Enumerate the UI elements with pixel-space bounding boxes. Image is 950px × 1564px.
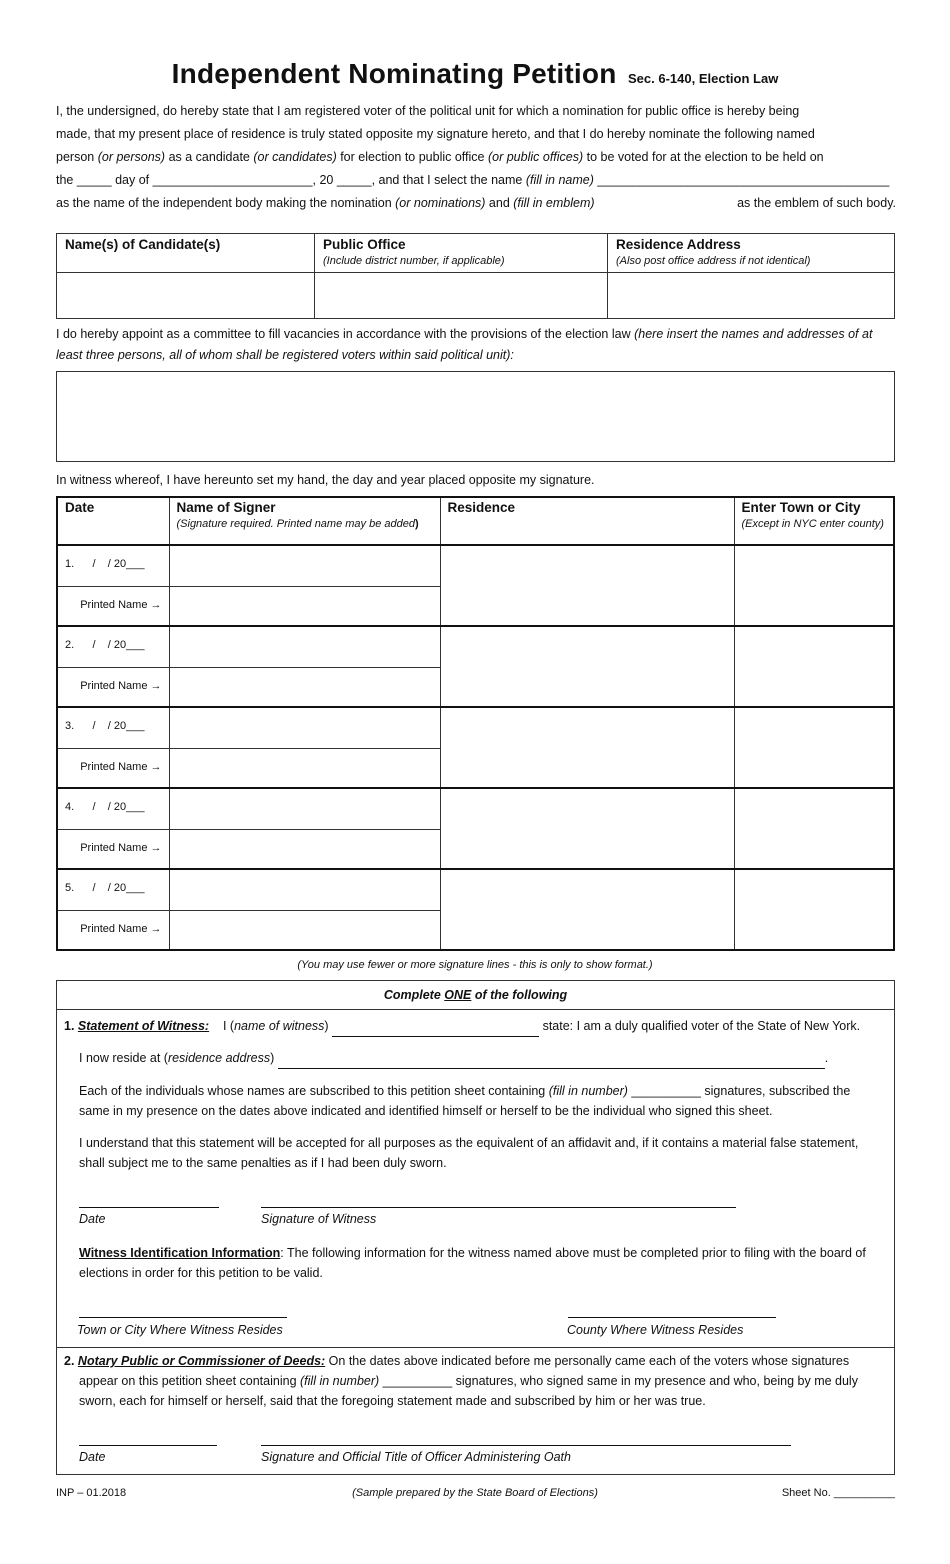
- residence-header: Residence: [440, 497, 734, 545]
- candidate-name-field[interactable]: [57, 273, 315, 319]
- intro-line-2: made, that my present place of residence is truly stated opposite my signature hereto, and that I do hereby nominate the following named: [56, 127, 815, 141]
- statute-reference: Sec. 6-140, Election Law: [628, 71, 779, 86]
- witness-town-line[interactable]: [79, 1317, 287, 1318]
- town-field-1[interactable]: [734, 545, 894, 626]
- signer-date-1[interactable]: 1. / / 20___: [57, 545, 169, 586]
- intro-line-1: I, the undersigned, do hereby state that I am registered voter of the political unit for which a nomination for public office is hereby being: [56, 104, 800, 118]
- residence-field-1[interactable]: [440, 545, 734, 626]
- committee-field[interactable]: [56, 371, 895, 462]
- witness-each-paragraph: Each of the individuals whose names are subscribed to this petition sheet containing (fill in number) __________ signatures, subscribed the same in my presence on the dates above indicated and identified himself or herself to be the individual who signed this sheet.: [79, 1084, 851, 1118]
- committee-paragraph: I do hereby appoint as a committee to fill vacancies in accordance with the provisions of the election law (here insert the names and addresses of at least three persons, all of whom shall be registered voters within said political unit):: [56, 327, 873, 362]
- printed-name-field-1[interactable]: [169, 586, 440, 626]
- signer-date-4[interactable]: 4. / / 20___: [57, 788, 169, 829]
- residence-field-4[interactable]: [440, 788, 734, 869]
- signer-date-2[interactable]: 2. / / 20___: [57, 626, 169, 667]
- form-title: Independent Nominating Petition: [171, 58, 617, 89]
- town-field-4[interactable]: [734, 788, 894, 869]
- prepared-by-note: (Sample prepared by the State Board of Elections): [352, 1487, 598, 1499]
- witness-county-caption: County Where Witness Resides: [567, 1323, 744, 1337]
- intro-line-4[interactable]: the _____ day of _______________________, 20 _____, and that I select the name (fill in name) __________________________________________: [56, 173, 890, 187]
- witness-name-field[interactable]: [332, 1016, 539, 1037]
- printed-name-label-1: Printed Name →: [57, 586, 169, 626]
- notary-signature-caption: Signature and Official Title of Officer Administering Oath: [261, 1450, 571, 1464]
- date-header: Date: [57, 497, 169, 545]
- candidate-name-header: Name(s) of Candidate(s): [57, 234, 315, 273]
- town-field-5[interactable]: [734, 869, 894, 950]
- witness-county-line[interactable]: [568, 1317, 776, 1318]
- complete-one-heading: Complete ONE of the following: [57, 981, 894, 1010]
- printed-name-label-2: Printed Name →: [57, 667, 169, 707]
- witness-whereof: In witness whereof, I have hereunto set my hand, the day and year placed opposite my signature.: [56, 473, 595, 487]
- witness-date-caption: Date: [79, 1212, 106, 1226]
- signature-field-3[interactable]: [169, 707, 440, 748]
- signature-field-1[interactable]: [169, 545, 440, 586]
- witness-residence-line: I now reside at (residence address) .: [79, 1048, 884, 1069]
- witness-statement-line: 1. Statement of Witness: I (name of witness) state: I am a duly qualified voter of the State of New York.: [64, 1016, 869, 1037]
- sheet-number[interactable]: Sheet No. __________: [781, 1487, 895, 1499]
- town-header: Enter Town or City (Except in NYC enter county): [734, 497, 894, 545]
- residence-field-5[interactable]: [440, 869, 734, 950]
- witness-signature-line[interactable]: [261, 1207, 736, 1208]
- witness-town-caption: Town or City Where Witness Resides: [77, 1323, 283, 1337]
- residence-field-2[interactable]: [440, 626, 734, 707]
- witness-understand-paragraph: I understand that this statement will be accepted for all purposes as the equivalent of an affidavit and, if it contains a material false statement, shall subject me to the same penalties as if I had been duly sworn.: [79, 1136, 859, 1170]
- candidates-table: [56, 233, 895, 319]
- notary-date-caption: Date: [79, 1450, 106, 1464]
- printed-name-field-2[interactable]: [169, 667, 440, 707]
- printed-name-field-4[interactable]: [169, 829, 440, 869]
- intro-paragraph: [56, 100, 896, 215]
- public-office-field[interactable]: [315, 273, 608, 319]
- witness-signature-caption: Signature of Witness: [261, 1212, 377, 1226]
- notary-signature-line[interactable]: [261, 1445, 791, 1446]
- signer-date-3[interactable]: 3. / / 20___: [57, 707, 169, 748]
- signature-field-5[interactable]: [169, 869, 440, 910]
- printed-name-label-3: Printed Name →: [57, 748, 169, 788]
- printed-name-field-5[interactable]: [169, 910, 440, 950]
- signer-name-header: Name of Signer (Signature required. Printed name may be added): [169, 497, 440, 545]
- signature-field-4[interactable]: [169, 788, 440, 829]
- format-note: (You may use fewer or more signature lines - this is only to show format.): [297, 959, 653, 971]
- printed-name-label-4: Printed Name →: [57, 829, 169, 869]
- printed-name-label-5: Printed Name →: [57, 910, 169, 950]
- page-title: [0, 58, 950, 90]
- intro-line-5[interactable]: as the name of the independent body making the nomination (or nominations) and (fill in emblem) as the emblem of such body.: [56, 196, 896, 210]
- signer-date-5[interactable]: 5. / / 20___: [57, 869, 169, 910]
- residence-field-3[interactable]: [440, 707, 734, 788]
- section-divider: [57, 1347, 894, 1348]
- residence-address-header: Residence Address (Also post office address if not identical): [608, 234, 895, 273]
- printed-name-field-3[interactable]: [169, 748, 440, 788]
- public-office-header: Public Office (Include district number, if applicable): [315, 234, 608, 273]
- statement-section: [56, 980, 895, 1475]
- form-code: INP – 01.2018: [56, 1487, 127, 1499]
- town-field-2[interactable]: [734, 626, 894, 707]
- signers-table: [56, 496, 895, 951]
- intro-line-3: person (or persons) as a candidate (or candidates) for election to public office (or public offices) to be voted for at the election to be held on: [56, 150, 824, 164]
- witness-residence-field[interactable]: [278, 1048, 825, 1069]
- notary-date-line[interactable]: [79, 1445, 217, 1446]
- witness-date-line[interactable]: [79, 1207, 219, 1208]
- witness-id-paragraph: Witness Identification Information: The following information for the witness named above must be completed prior to filing with the board of elections in order for this petition to be valid.: [79, 1246, 866, 1280]
- signature-field-2[interactable]: [169, 626, 440, 667]
- town-field-3[interactable]: [734, 707, 894, 788]
- notary-paragraph: 2. Notary Public or Commissioner of Deeds: On the dates above indicated before me personally came each of the voters whose signatures appear on this petition sheet containing (fill in number) __________ signatures, who signed same in my presence and who, being by me duly sworn, each for himself or herself, said that the foregoing statement made and subscribed by him or her was true.: [64, 1354, 858, 1408]
- residence-address-field[interactable]: [608, 273, 895, 319]
